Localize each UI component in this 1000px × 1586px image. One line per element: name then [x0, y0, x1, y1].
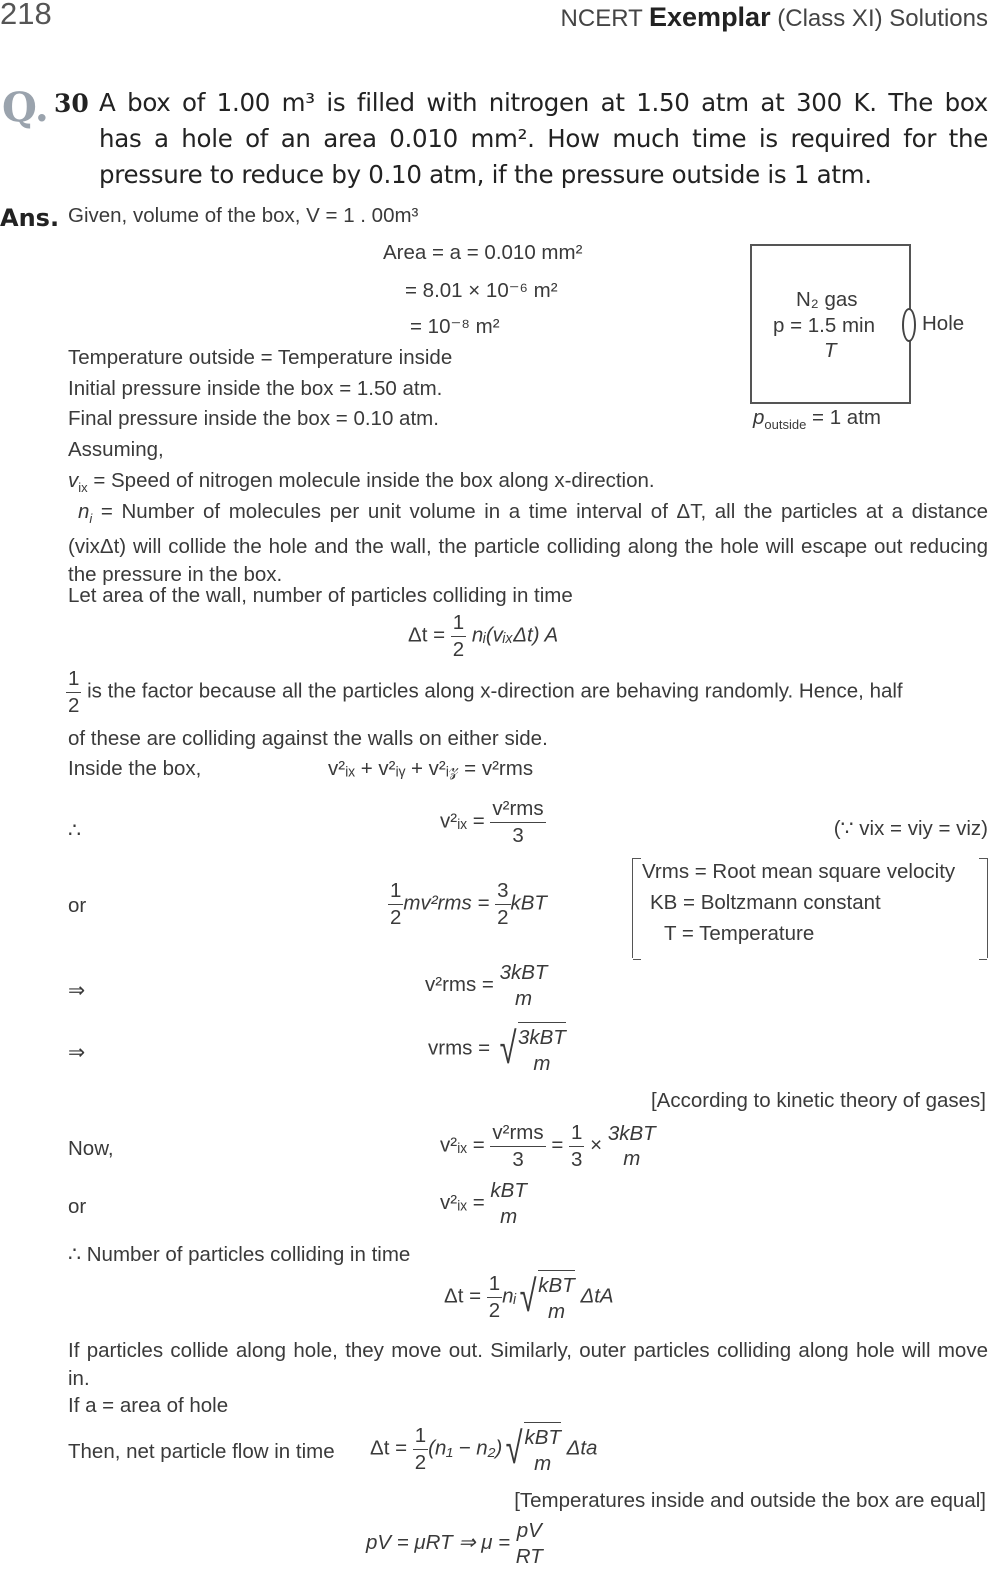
eq-text: nᵢ(vᵢₓΔt) A	[471, 623, 559, 647]
def-vrms: Vrms = Root mean square velocity	[642, 860, 956, 883]
area-line-1: Area = a = 0.010 mm²	[383, 241, 583, 264]
den: 2	[497, 905, 509, 929]
fraction	[524, 1422, 560, 1476]
num: 1	[569, 1120, 584, 1147]
number-particles: ∴ Number of particles colliding in time	[68, 1243, 411, 1266]
vix-text: = Speed of nitrogen molecule inside the box along x-direction.	[93, 469, 655, 492]
temperature-line: Temperature outside = Temperature inside	[68, 346, 453, 369]
fraction	[518, 1022, 566, 1076]
fraction	[490, 1120, 545, 1172]
if-a: If a = area of hole	[68, 1394, 229, 1417]
eq-text: pV = μRT ⇒ μ =	[366, 1531, 511, 1555]
inside-box: Inside the box,	[68, 757, 202, 780]
ideal-gas-eq	[366, 1518, 543, 1569]
vix-definition: $v_{ix}$ = Speed of nitrogen molecule inside the box along x-direction.	[68, 469, 655, 496]
den: m	[533, 1051, 551, 1075]
def-kb: KB = Boltzmann constant	[650, 891, 881, 914]
eq-text: nᵢ	[502, 1284, 517, 1308]
equation-dt	[408, 610, 558, 662]
den: RT	[515, 1544, 543, 1568]
den: 3	[512, 1147, 524, 1171]
fraction	[608, 1121, 656, 1172]
num: pV	[516, 1519, 542, 1542]
of-these: of these are colliding against the walls on either side.	[68, 727, 548, 750]
half-factor	[66, 666, 903, 718]
num: 3	[495, 878, 510, 905]
temperatures-note: [Temperatures inside and outside the box are equal]	[514, 1489, 986, 1512]
net-flow-eq	[370, 1422, 597, 1476]
or-label: or	[68, 1195, 87, 1218]
question-line: A box of 1.00 m³ is filled with nitrogen at 1.50 atm at 300 K. The box	[99, 88, 988, 117]
den: 2	[390, 905, 402, 929]
given-volume: Given, volume of the box, V = 1 . 00m³	[68, 204, 419, 227]
title-bold: Exemplar	[649, 2, 771, 32]
question-number: 30	[54, 89, 89, 118]
vix2-kbt-eq	[440, 1178, 527, 1229]
question-line: pressure to reduce by 0.10 atm, if the pressure outside is 1 atm.	[99, 160, 872, 189]
assuming: Assuming,	[68, 438, 164, 461]
num: kBT	[490, 1179, 527, 1202]
now-label: Now,	[68, 1137, 114, 1160]
p-symbol: p	[753, 406, 765, 429]
fraction	[516, 1518, 543, 1569]
den: 2	[452, 637, 465, 661]
eq-text: vrms =	[428, 1036, 491, 1060]
den: m	[623, 1147, 641, 1171]
ni-definition: $n_i$ = Number of molecules per unit volume in a time interval of ΔT, all the particles at a distance (vixΔt) will collide the hole and the wall, the particle colliding along the hole will escape out reducing the pressure in the box.	[68, 500, 988, 587]
fraction	[487, 1271, 502, 1323]
num: kBT	[524, 1426, 561, 1449]
def-t: T = Temperature	[664, 922, 815, 945]
kinetic-theory-note: [According to kinetic theory of gases]	[650, 1089, 986, 1112]
subscript: outside	[764, 417, 807, 433]
num: v²rms	[490, 1120, 545, 1147]
vrms2-eq	[425, 960, 547, 1011]
den: m	[534, 1451, 552, 1475]
den: 2	[414, 1450, 427, 1474]
because-note: (∵ vix = viy = viz)	[833, 817, 988, 840]
question-line: has a hole of an area 0.010 mm². How much time is required for the	[99, 124, 988, 153]
num: 1	[451, 610, 466, 637]
pressure-label: p = 1.5 min	[773, 314, 875, 337]
fraction	[495, 878, 510, 930]
fraction	[490, 1178, 526, 1229]
fraction	[538, 1270, 574, 1324]
eq-text: Δta	[566, 1436, 598, 1460]
num: 1	[413, 1423, 428, 1450]
den: 2	[68, 693, 80, 717]
temp-label: T	[824, 339, 837, 362]
num: 1	[388, 878, 403, 905]
eq-text: Δt =	[408, 623, 446, 647]
or-label: or	[68, 894, 87, 917]
title-prefix: NCERT	[560, 5, 650, 32]
den: m	[500, 1204, 518, 1228]
eq-text: ×	[590, 1133, 603, 1157]
num: 3kBT	[517, 1026, 566, 1049]
fraction	[413, 1423, 428, 1475]
eq-text: v²ᵢₓ =	[440, 1191, 485, 1215]
fraction	[500, 960, 548, 1011]
implies: ⇒	[68, 1041, 86, 1064]
num: 1	[66, 666, 81, 693]
book-title	[561, 2, 988, 33]
eq-text: Δt =	[370, 1436, 408, 1460]
question-mark: Q.	[2, 84, 49, 131]
title-suffix: (Class XI) Solutions	[770, 5, 988, 32]
eq-text: Δt =	[444, 1284, 482, 1308]
area-line-2: = 8.01 × 10⁻⁶ m²	[405, 279, 558, 302]
therefore: ∴	[68, 819, 82, 842]
net-flow-label: Then, net particle flow in time	[68, 1440, 335, 1463]
collide-hole: If particles collide along hole, they move out. Similarly, outer particles colliding along hole will move in.	[68, 1339, 988, 1390]
gas-label: N₂ gas	[796, 288, 858, 311]
eq-text: (n₁ − n₂)	[428, 1436, 503, 1460]
implies: ⇒	[68, 979, 86, 1002]
initial-pressure: Initial pressure inside the box = 1.50 atm.	[68, 377, 443, 400]
den: m	[547, 1299, 566, 1323]
fraction	[388, 878, 403, 930]
eq-text: v²ᵢₓ =	[440, 1133, 485, 1157]
den: 3	[512, 823, 524, 847]
num: 3kBT	[607, 1121, 656, 1145]
hole-label: Hole	[922, 312, 965, 335]
particles-eq	[444, 1270, 614, 1324]
eq-text: =	[551, 1133, 564, 1157]
den: 3	[571, 1147, 583, 1171]
ni-text: = Number of molecules per unit volume in a time interval of ΔT, all the particles at a distance (vixΔt) will collide the hole and the wall, the particle colliding along the hole will escape out reducing the pressure in the box.	[68, 500, 988, 587]
area-line-3: = 10⁻⁸ m²	[410, 315, 500, 338]
vrms-eq	[428, 1022, 566, 1076]
let-area: Let area of the wall, number of particles colliding in time	[68, 584, 573, 607]
num: kBT	[538, 1274, 575, 1297]
page-number: 218	[0, 0, 52, 31]
fraction	[569, 1120, 584, 1172]
fraction	[66, 666, 81, 718]
answer-label: Ans.	[0, 204, 60, 232]
num: 3kBT	[499, 961, 548, 984]
half-factor-text: is the factor because all the particles along x-direction are behaving randomly. Hence, half	[87, 679, 903, 703]
kinetic-energy-eq	[388, 878, 547, 930]
den: 2	[488, 1298, 501, 1322]
square-root: √ kBT m	[502, 1422, 561, 1476]
vix2-eq	[440, 796, 546, 848]
value: = 1 atm	[806, 406, 881, 429]
eq-text: v²ᵢₓ =	[440, 809, 485, 833]
den: m	[515, 986, 533, 1010]
outside-pressure-label	[753, 406, 881, 432]
eq-text: mv²rms =	[403, 891, 490, 915]
hole-shape	[902, 308, 916, 342]
fraction	[451, 610, 466, 662]
vix2-expanded-eq	[440, 1120, 656, 1172]
final-pressure: Final pressure inside the box = 0.10 atm.	[68, 407, 439, 430]
num: v²rms	[490, 796, 545, 823]
eq-text: v²rms =	[425, 973, 494, 997]
fraction	[490, 796, 545, 848]
velocity-sum: v²ᵢₓ + v²ᵢᵧ + v²ᵢ𝓏 = v²rms	[328, 757, 534, 780]
square-root: √ 3kBT m	[496, 1022, 566, 1076]
eq-text: kBT	[510, 891, 547, 915]
square-root: √ kBT m	[516, 1270, 575, 1324]
eq-text: ΔtA	[580, 1284, 614, 1308]
num: 1	[487, 1271, 502, 1298]
